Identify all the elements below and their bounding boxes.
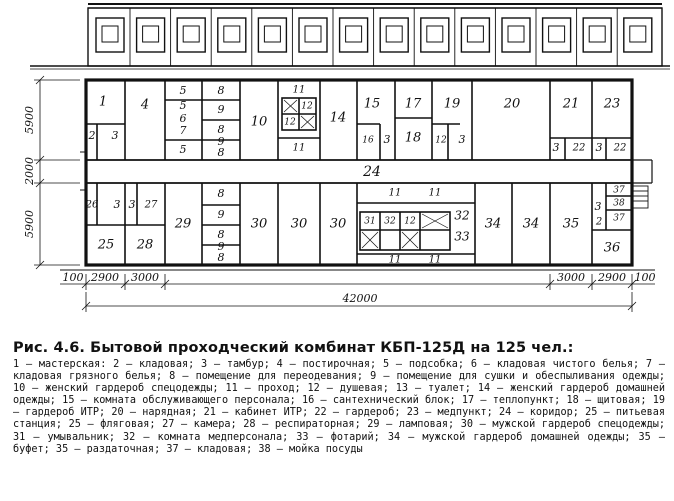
room-label: 35: [562, 216, 580, 232]
room-label: 3: [595, 141, 603, 154]
facade-window: [96, 18, 124, 52]
facade-window-pane: [589, 26, 605, 42]
room-label: 8: [217, 251, 225, 264]
room-label: 21: [562, 96, 580, 112]
room-label: 36: [603, 240, 621, 256]
facade-window: [137, 18, 165, 52]
room-label: 9: [217, 135, 225, 148]
facade-window-pane: [305, 26, 321, 42]
facade-elevation: [30, 4, 670, 69]
room-label: 5: [179, 84, 187, 97]
room-label: 12: [404, 216, 416, 227]
room-label: 8: [217, 187, 225, 200]
room-label: 34: [522, 216, 540, 232]
room-label: 33: [454, 229, 470, 244]
room-label: 25: [97, 237, 115, 253]
facade-window-pane: [224, 26, 240, 42]
room-label: 3: [113, 198, 121, 211]
room-label: 9: [217, 240, 225, 253]
facade-window: [502, 18, 530, 52]
facade-window-pane: [630, 26, 646, 42]
room-label: 30: [250, 216, 268, 232]
room-label: 1: [98, 94, 108, 110]
caption-title: Рис. 4.6. Бытовой проходческий комбинат КБП-125Д на 125 чел.:: [13, 340, 574, 356]
room-label: 37: [613, 213, 625, 224]
room-label: 3: [552, 141, 560, 154]
dim-corridor-width: 2000: [23, 157, 36, 185]
room-label: 15: [363, 96, 381, 112]
dim-segment: 2900: [91, 271, 119, 284]
room-label: 19: [443, 96, 461, 112]
room-label: 7: [179, 124, 187, 137]
room-label: 11: [388, 254, 402, 266]
room-label: 11: [428, 254, 442, 266]
room-label: 4: [140, 97, 150, 113]
room-label: 24: [363, 164, 381, 180]
facade-window-pane: [264, 26, 280, 42]
room-label: 22: [613, 142, 627, 154]
room-label: 32: [384, 216, 396, 227]
room-label: 9: [217, 208, 225, 221]
room-label: 12: [284, 117, 296, 128]
facade-window: [421, 18, 449, 52]
room-label: 17: [404, 96, 422, 112]
room-label: 11: [388, 187, 402, 199]
room-label: 38: [613, 198, 625, 209]
room-label: 12: [301, 101, 313, 112]
room-label: 3: [111, 129, 119, 142]
room-label: 11: [292, 142, 306, 154]
dim-lower-depth: 5900: [23, 210, 36, 238]
room-label: 3: [458, 133, 466, 146]
room-label: 11: [428, 187, 442, 199]
room-label: 20: [503, 96, 521, 112]
room-label: 8: [217, 123, 225, 136]
room-label: 32: [454, 208, 470, 223]
room-label: 10: [250, 114, 268, 130]
facade-window: [299, 18, 327, 52]
room-label: 29: [174, 216, 192, 232]
room-label: 31: [364, 216, 376, 227]
room-label: 30: [290, 216, 308, 232]
interior-walls: [86, 80, 632, 265]
facade-window-pane: [549, 26, 565, 42]
room-label: 18: [404, 130, 422, 146]
room-label: 2: [88, 129, 96, 142]
facade-window: [624, 18, 652, 52]
entrance-stair: [632, 186, 648, 208]
room-label: 27: [144, 199, 158, 211]
facade-window: [543, 18, 571, 52]
room-label: 5: [179, 143, 187, 156]
room-label: 3: [383, 133, 391, 146]
room-label: 12: [435, 135, 447, 146]
room-label: 11: [292, 84, 306, 96]
dim-segment: 100: [634, 271, 656, 284]
facade-window: [380, 18, 408, 52]
facade-window: [177, 18, 205, 52]
facade-window: [218, 18, 246, 52]
facade-window: [340, 18, 368, 52]
room-label: 6: [179, 112, 187, 125]
room-label: 3: [594, 200, 602, 213]
facade-window-pane: [346, 26, 362, 42]
dim-segment: 100: [62, 271, 84, 284]
room-label: 8: [217, 228, 225, 241]
facade-window-pane: [386, 26, 402, 42]
facade-window: [461, 18, 489, 52]
legend-text: 1 — мастерская: 2 — кладовая; 3 — тамбур; 4 — постирочная; 5 — подсобка; 6 — кладовая чистого белья; 7 — кладовая грязного белья; 8 — помещение для переодевания; 9 — помещение для сушки и обеспыливания одежды; 10 — женский гардероб спецодежды; 11 — проход; 12 — душевая; 13 — туалет; 14 — женский гардероб домашней одежды; 15 — комната обслуживающего персонала; 16 — сантехнический блок; 17 — теплопункт; 18 — щитовая; 19 — гардероб ИТР; 20 — нарядная; 21 — кабинет ИТР; 22 — гардероб; 23 — медпункт; 24 — коридор; 25 — питьевая станция; 25 — фляговая; 27 — камера; 28 — респираторная; 29 — ламповая; 30 — мужской гардероб спецодежды; 31 — умывальник; 32 — комната медперсонала; 33 — фотарий; 34 — мужской гардероб домашней одежды; 35 — буфет; 35 — раздаточная; 37 — кладовая; 38 — мойка посуды: [13, 359, 665, 455]
room-label: 34: [484, 216, 502, 232]
facade-window-pane: [143, 26, 159, 42]
room-label: 9: [217, 103, 225, 116]
dim-segment: 3000: [557, 271, 585, 284]
room-label: 8: [217, 146, 225, 159]
facade-window-pane: [508, 26, 524, 42]
room-label: 2: [595, 216, 603, 228]
dim-segment: 2900: [598, 271, 626, 284]
room-label: 8: [217, 84, 225, 97]
room-labels: [85, 84, 627, 266]
room-label: 16: [362, 135, 374, 146]
dim-segment: 3000: [131, 271, 159, 284]
facade-window-pane: [427, 26, 443, 42]
room-label: 5: [179, 99, 187, 112]
room-label: 30: [329, 216, 347, 232]
room-label: 14: [329, 110, 347, 126]
facade-window-pane: [183, 26, 199, 42]
room-label: 23: [603, 96, 621, 112]
dim-overall-length: 42000: [342, 292, 378, 305]
dim-upper-depth: 5900: [23, 106, 36, 134]
facade-window-pane: [102, 26, 118, 42]
facade-window-pane: [467, 26, 483, 42]
room-label: 22: [572, 142, 586, 154]
room-label: 3: [128, 198, 136, 211]
room-label: 37: [613, 185, 625, 196]
room-label: 28: [136, 237, 154, 253]
room-label: 26: [85, 199, 99, 211]
facade-window: [583, 18, 611, 52]
facade-window: [258, 18, 286, 52]
figure-caption: [13, 340, 665, 456]
